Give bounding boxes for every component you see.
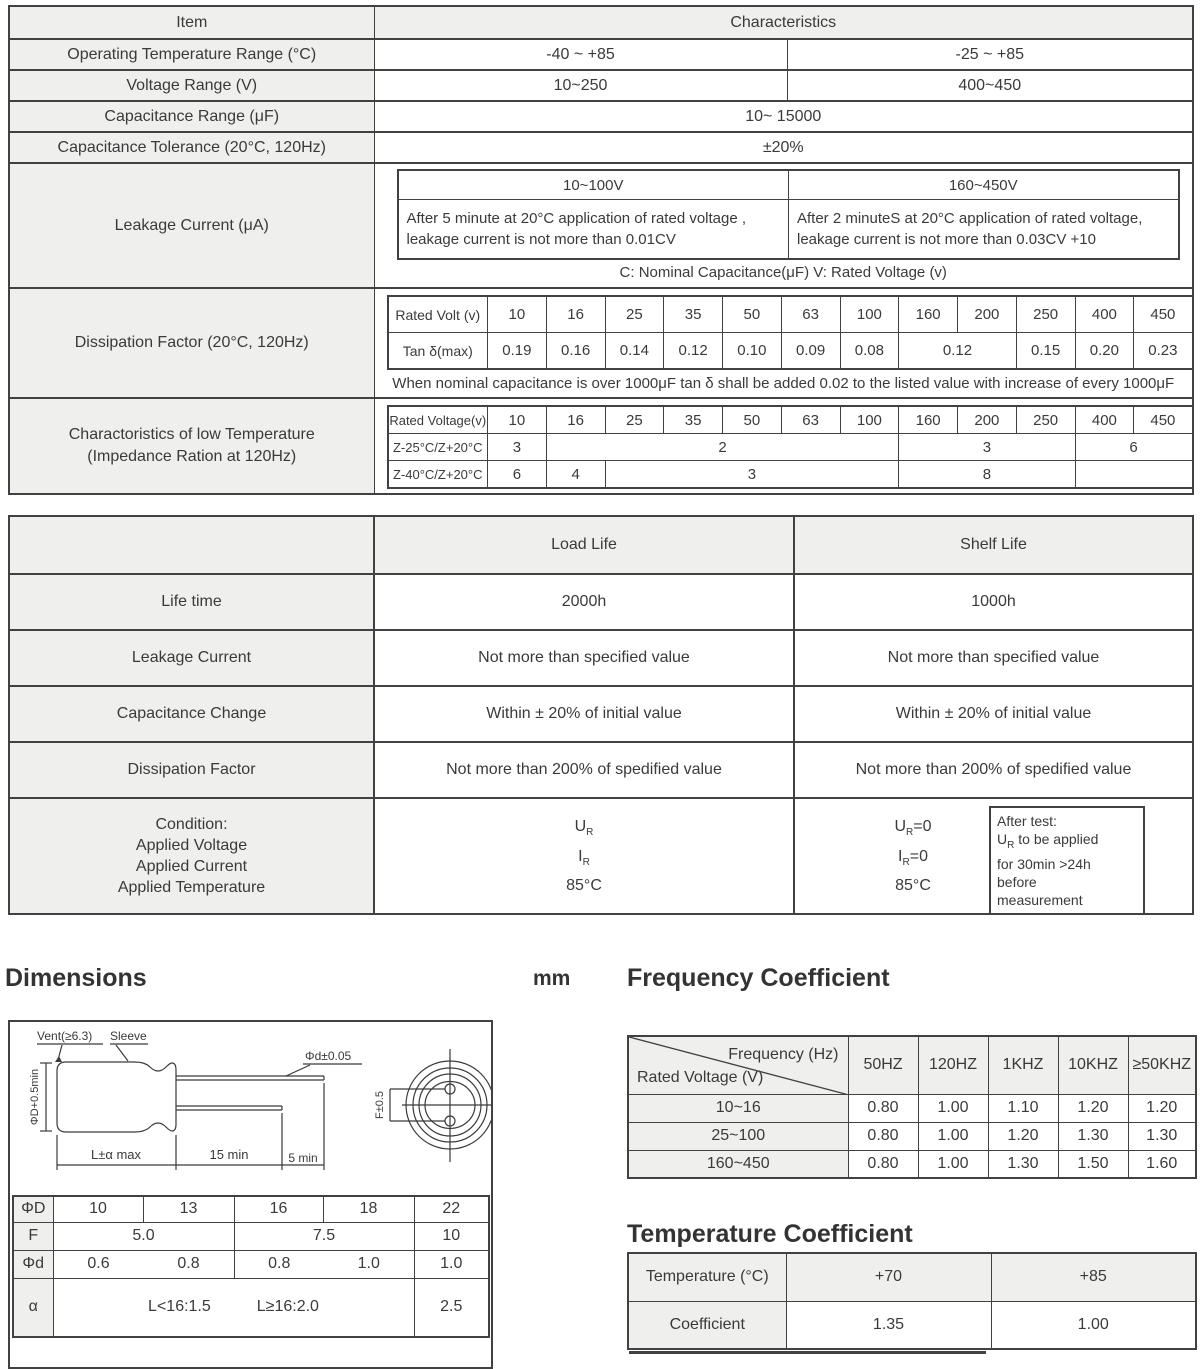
d-cell: 13 — [143, 1196, 234, 1222]
z25-cell-merged: 6 — [1075, 434, 1193, 461]
tan-cell: 0.09 — [781, 333, 840, 370]
diameter-row — [13, 1196, 489, 1222]
spec-table — [8, 5, 1194, 495]
low-temp-label-2: (Impedance Ration at 120Hz) — [87, 448, 297, 465]
ur-value: $U_R=0$ — [894, 818, 932, 839]
capacitance-change-row — [9, 686, 1193, 742]
freq-col-header: 120HZ — [918, 1036, 988, 1094]
note-line: for 30min >24h — [997, 855, 1091, 872]
dissipation-inner-table — [387, 295, 1194, 370]
frequency-header-row — [628, 1036, 1196, 1094]
value-cell: ±20% — [374, 132, 1193, 163]
row-label: Operating Temperature Range (°C) — [9, 39, 374, 70]
d-cell: 22 — [414, 1196, 489, 1222]
volt-row-label: Rated Voltage(v) — [388, 406, 488, 434]
condition-line: Applied Current — [135, 858, 248, 875]
alpha-cell-merged: L<16:1.5 L≥16:2.0 — [53, 1278, 414, 1337]
row-label: Capacitance Range (μF) — [9, 101, 374, 132]
volt-cell: 450 — [1134, 296, 1193, 333]
row-label: ΦD — [13, 1196, 53, 1222]
volt-cell: 10 — [488, 406, 547, 434]
d-cell: 16 — [234, 1196, 323, 1222]
voltage-range-row — [9, 70, 1193, 101]
volt-cell: 25 — [605, 406, 664, 434]
life-time-row — [9, 574, 1193, 630]
tan-cell-merged: 0.12 — [899, 333, 1017, 370]
vent-arrow — [55, 1056, 62, 1062]
condition-line: Applied Temperature — [117, 879, 266, 896]
lalpha-label: L±α max — [90, 1147, 142, 1162]
rated-voltage-axis-label: Rated Voltage (V) — [637, 1068, 764, 1086]
leakage-text-2: After 2 minuteS at 20°C application of rated voltage, leakage current is not more than 0.03CV +10 — [789, 200, 1179, 260]
coeff-cell: 1.35 — [786, 1301, 991, 1349]
freq-row — [628, 1122, 1196, 1150]
sleeve-label: Sleeve — [110, 1029, 147, 1043]
volt-cell: 100 — [840, 406, 899, 434]
dimensions-table — [12, 1195, 490, 1338]
z40-cell: 4 — [546, 461, 605, 489]
volt-cell: 100 — [840, 296, 899, 333]
ir-value: $I_R$ — [578, 847, 590, 868]
f-label: F±0.5 — [374, 1090, 386, 1120]
tan-cell: 0.16 — [546, 333, 605, 370]
temp-value: 85°C — [895, 876, 931, 894]
tan-cell: 0.10 — [723, 333, 782, 370]
row-label: α — [13, 1278, 53, 1337]
value-cell: 10~250 — [374, 70, 787, 101]
row-label: Leakage Current — [9, 630, 374, 686]
z25-cell-merged: 3 — [899, 434, 1075, 461]
capacitance-range-row — [9, 101, 1193, 132]
volt-cell: 400 — [1075, 406, 1134, 434]
freq-col-header: ≥50KHZ — [1128, 1036, 1196, 1094]
coeff-cell: 1.10 — [988, 1094, 1058, 1122]
value-cell: 10~ 15000 — [374, 101, 1193, 132]
coeff-cell: 0.80 — [848, 1122, 918, 1150]
item-header: Item — [9, 6, 374, 39]
life-header-row — [9, 516, 1193, 574]
coeff-cell: 1.20 — [1128, 1094, 1196, 1122]
tan-cell: 0.23 — [1134, 333, 1193, 370]
f-cell: 7.5 — [234, 1222, 414, 1250]
operating-temp-row — [9, 39, 1193, 70]
coeff-cell: 1.00 — [918, 1150, 988, 1178]
temperature-row-label: Temperature (°C) — [628, 1253, 786, 1301]
temp-value: 85°C — [566, 876, 602, 894]
z25-cell: 3 — [488, 434, 547, 461]
leakage-current-row — [9, 163, 1193, 288]
lead15-label: 15 min — [209, 1147, 249, 1162]
value-cell: Not more than 200% of spedified value — [374, 742, 794, 798]
condition-label — [9, 798, 374, 914]
leakage-current-row — [9, 630, 1193, 686]
alpha-cell: 2.5 — [414, 1278, 489, 1337]
after-test-note — [989, 806, 1145, 914]
voltage-range-label: 10~16 — [628, 1094, 848, 1122]
volt-row-label: Rated Volt (v) — [388, 296, 488, 333]
z40-cell-empty — [1075, 461, 1193, 489]
f-cell: 10 — [414, 1222, 489, 1250]
note-line: After test: — [997, 813, 1057, 829]
tan-row-label: Tan δ(max) — [388, 333, 488, 370]
dimensions-title: Dimensions — [5, 964, 147, 992]
row-label: F — [13, 1222, 53, 1250]
volt-cell: 200 — [958, 296, 1017, 333]
z40-cell: 6 — [488, 461, 547, 489]
tan-cell: 0.19 — [488, 333, 547, 370]
f-cell: 5.0 — [53, 1222, 234, 1250]
low-temp-content — [374, 398, 1193, 494]
volt-cell: 63 — [781, 296, 840, 333]
coefficient-row — [628, 1301, 1196, 1349]
value-cell: Not more than specified value — [794, 630, 1193, 686]
volt-cell: 63 — [781, 406, 840, 434]
condition-line: Applied Voltage — [135, 837, 248, 854]
value-cell: Within ± 20% of initial value — [374, 686, 794, 742]
low-temp-row — [9, 398, 1193, 494]
phid-cell-pair: 0.8 1.0 — [234, 1250, 414, 1278]
leakage-range-1: 10~100V — [398, 170, 789, 200]
phid-row — [13, 1250, 489, 1278]
coeff-cell: 0.80 — [848, 1150, 918, 1178]
life-table — [8, 515, 1194, 915]
low-temp-inner-table — [387, 405, 1194, 489]
phid-cell: 1.0 — [414, 1250, 489, 1278]
volt-cell: 400 — [1075, 296, 1134, 333]
z40-row-label: Z-40°C/Z+20°C — [388, 461, 488, 489]
capacitor-drawing — [10, 1022, 491, 1195]
volt-cell: 450 — [1134, 406, 1193, 434]
freq-col-header: 50HZ — [848, 1036, 918, 1094]
dimensions-figure-box — [8, 1020, 493, 1369]
frequency-table — [627, 1035, 1197, 1179]
value-cell: Not more than 200% of spedified value — [794, 742, 1193, 798]
tan-cell: 0.15 — [1016, 333, 1075, 370]
value-cell: -25 ~ +85 — [787, 39, 1193, 70]
volt-cell: 50 — [723, 406, 782, 434]
coeff-cell: 0.80 — [848, 1094, 918, 1122]
freq-col-header: 10KHZ — [1058, 1036, 1128, 1094]
temperature-table — [627, 1252, 1197, 1350]
d-cell: 10 — [53, 1196, 143, 1222]
volt-cell: 50 — [723, 296, 782, 333]
phid-cell-pair: 0.6 0.8 — [53, 1250, 234, 1278]
volt-cell: 25 — [605, 296, 664, 333]
lead5-label: 5 min — [288, 1151, 318, 1165]
volt-cell: 160 — [899, 296, 958, 333]
row-label: Voltage Range (V) — [9, 70, 374, 101]
phid-label: Φd±0.05 — [305, 1049, 352, 1063]
d-cell: 18 — [323, 1196, 414, 1222]
low-temp-label-1: Charactoristics of low Temperature — [68, 426, 315, 443]
characteristics-header: Characteristics — [374, 6, 1193, 39]
row-label: Capacitance Tolerance (20°C, 120Hz) — [9, 132, 374, 163]
temp-header-cell: +85 — [991, 1253, 1196, 1301]
row-label — [9, 398, 374, 494]
coeff-cell: 1.30 — [988, 1150, 1058, 1178]
volt-cell: 35 — [664, 296, 723, 333]
tan-cell: 0.20 — [1075, 333, 1134, 370]
leakage-range-2: 160~450V — [789, 170, 1179, 200]
coeff-cell: 1.00 — [918, 1094, 988, 1122]
tan-cell: 0.08 — [840, 333, 899, 370]
coeff-cell: 1.30 — [1128, 1122, 1196, 1150]
volt-cell: 250 — [1016, 296, 1075, 333]
frequency-axis-label: Frequency (Hz) — [728, 1046, 839, 1063]
coeff-cell: 1.50 — [1058, 1150, 1128, 1178]
capacitor-body-outline — [57, 1062, 176, 1132]
temperature-title: Temperature Coefficient — [627, 1220, 913, 1248]
dissipation-note: When nominal capacitance is over 1000μF tan δ shall be added 0.02 to the listed value with increase of every 1000μF — [392, 375, 1175, 392]
condition-line: Condition: — [155, 816, 228, 833]
coeff-cell: 1.60 — [1128, 1150, 1196, 1178]
volt-cell: 10 — [488, 296, 547, 333]
temp-header-cell: +70 — [786, 1253, 991, 1301]
load-life-header: Load Life — [374, 516, 794, 574]
coeff-cell: 1.00 — [991, 1301, 1196, 1349]
note-line: $U_R$ to be applied — [997, 831, 1099, 851]
dissipation-content — [374, 288, 1193, 398]
leakage-inner-table — [397, 169, 1180, 260]
spec-header-row — [9, 6, 1193, 39]
z40-cell-merged: 3 — [605, 461, 899, 489]
condition-row — [9, 798, 1193, 914]
volt-cell: 160 — [899, 406, 958, 434]
freq-row — [628, 1150, 1196, 1178]
note-line: measurement — [997, 891, 1083, 908]
phiD-label: ΦD+0.5min — [29, 1068, 41, 1126]
value-cell: -40 ~ +85 — [374, 39, 787, 70]
value-cell: 1000h — [794, 574, 1193, 630]
coeff-cell: 1.30 — [1058, 1122, 1128, 1150]
condition-shelf-cell — [794, 798, 1193, 914]
value-cell: Not more than specified value — [374, 630, 794, 686]
frequency-title: Frequency Coefficient — [627, 964, 890, 992]
volt-cell: 35 — [664, 406, 723, 434]
volt-cell: 250 — [1016, 406, 1075, 434]
z25-row-label: Z-25°C/Z+20°C — [388, 434, 488, 461]
dimensions-unit: mm — [533, 967, 571, 990]
coefficient-row-label: Coefficient — [628, 1301, 786, 1349]
dissipation-factor-row — [9, 742, 1193, 798]
leakage-text-1: After 5 minute at 20°C application of rated voltage , leakage current is not more than 0.01CV — [398, 200, 789, 260]
voltage-range-label: 160~450 — [628, 1150, 848, 1178]
coeff-cell: 1.20 — [988, 1122, 1058, 1150]
tan-cell: 0.12 — [664, 333, 723, 370]
f-row — [13, 1222, 489, 1250]
leakage-note: C: Nominal Capacitance(μF) V: Rated Voltage (v) — [619, 264, 947, 281]
ur-value: $U_R$ — [574, 818, 594, 839]
value-cell: 2000h — [374, 574, 794, 630]
row-label: Life time — [9, 574, 374, 630]
freq-row — [628, 1094, 1196, 1122]
volt-cell: 16 — [546, 296, 605, 333]
tan-cell: 0.14 — [605, 333, 664, 370]
ir-value: $I_R=0$ — [898, 847, 928, 868]
leakage-content — [374, 163, 1193, 288]
z25-cell-merged: 2 — [546, 434, 899, 461]
value-cell: Within ± 20% of initial value — [794, 686, 1193, 742]
dissipation-factor-row — [9, 288, 1193, 398]
empty-corner-cell — [9, 516, 374, 574]
row-label: Dissipation Factor — [9, 742, 374, 798]
z40-cell-merged: 8 — [899, 461, 1075, 489]
row-label: Dissipation Factor (20°C, 120Hz) — [9, 288, 374, 398]
row-label: Capacitance Change — [9, 686, 374, 742]
row-label: Φd — [13, 1250, 53, 1278]
diagonal-header-cell — [628, 1036, 848, 1094]
volt-cell: 16 — [546, 406, 605, 434]
alpha-row — [13, 1278, 489, 1337]
coeff-cell: 1.20 — [1058, 1094, 1128, 1122]
coeff-cell: 1.00 — [918, 1122, 988, 1150]
value-cell: 400~450 — [787, 70, 1193, 101]
volt-cell: 200 — [958, 406, 1017, 434]
capacitance-tolerance-row — [9, 132, 1193, 163]
shelf-life-header: Shelf Life — [794, 516, 1193, 574]
condition-load-cell — [374, 798, 794, 914]
vent-label: Vent(≥6.3) — [37, 1029, 93, 1043]
temperature-header-row — [628, 1253, 1196, 1301]
freq-col-header: 1KHZ — [988, 1036, 1058, 1094]
row-label: Leakage Current (μA) — [9, 163, 374, 288]
note-line: before — [997, 873, 1037, 890]
voltage-range-label: 25~100 — [628, 1122, 848, 1150]
